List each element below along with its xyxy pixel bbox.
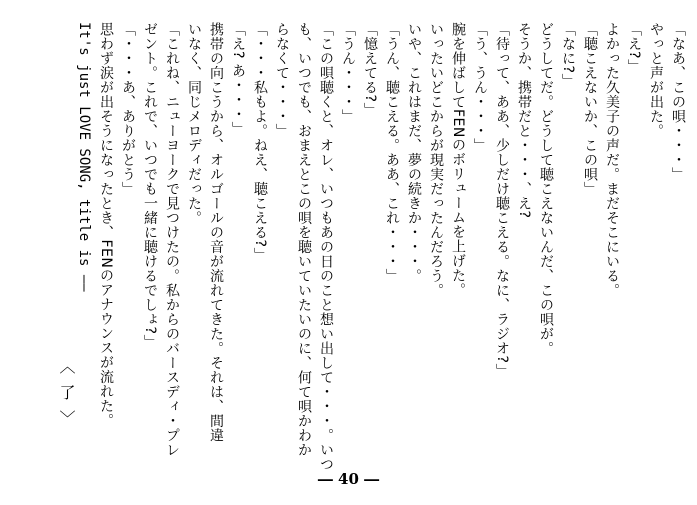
text-line: 「・・・あ、ありがとう」 <box>120 22 136 196</box>
text-line: 「これね、ニューヨークで見つけたの。私からのバースディ・プレ <box>164 22 180 457</box>
text-line: 腕を伸ばしてFENのボリュームを上げた。 <box>450 22 466 298</box>
text-line: どうしてだ。どうして聴こえないんだ、この唄が。 <box>538 22 554 356</box>
body-text <box>73 22 689 472</box>
text-line: 「うん・・・」 <box>340 22 356 124</box>
text-line: そうか、携帯だと・・・、え? <box>516 22 532 219</box>
text-line: 「え?」 <box>626 22 642 74</box>
text-line: も、いつでも、おまえとこの唄を聴いていたいのに、何て唄かわか <box>296 22 312 457</box>
text-line: 「え? あ・・・」 <box>230 22 246 137</box>
text-line: 「聴こえないか、この唄」 <box>582 22 598 196</box>
text-line: 「なあ、この唄・・・」 <box>670 22 686 182</box>
text-line: やっと声が出た。 <box>648 22 664 138</box>
text-line: よかった久美子の声だ。まだそこにいる。 <box>604 22 620 298</box>
text-line-latin: It's just LOVE SONG, title is ―― <box>76 22 92 292</box>
text-line: 「憶えてる?」 <box>362 22 378 117</box>
end-mark: 〈了〉 <box>57 358 76 436</box>
text-line: ゼント。これで、いつでも一緒に聴けるでしょ?」 <box>142 22 158 349</box>
text-line: 「待って、ああ、少しだけ聴こえる。なに、ラジオ?」 <box>494 22 510 378</box>
text-line: いったいどこからが現実だったんだろう。 <box>428 22 444 298</box>
text-line: 携帯の向こうから、オルゴールの音が流れてきた。それは、間違 <box>208 22 224 443</box>
text-line: 思わず涙が出そうになったとき、FENのアナウンスが流れた。 <box>98 22 114 428</box>
page-number: ― 40 ― <box>317 470 380 488</box>
text-line: いや、これはまだ、夢の続きか・・・。 <box>406 22 422 283</box>
text-line: いなく、同じメロディだった。 <box>186 22 202 225</box>
text-line: 「うん、聴こえる。ああ、これ・・・」 <box>384 22 400 283</box>
text-line: 「・・・私もよ。ねえ、聴こえる?」 <box>252 22 268 262</box>
text-line: 「この唄聴くと、オレ、いつもあの日のこと想い出して・・・。いつ <box>318 22 334 472</box>
text-line: 「う、うん・・・」 <box>472 22 488 153</box>
text-line: らなくて・・・」 <box>274 22 290 138</box>
text-line: 「なに?」 <box>560 22 576 88</box>
